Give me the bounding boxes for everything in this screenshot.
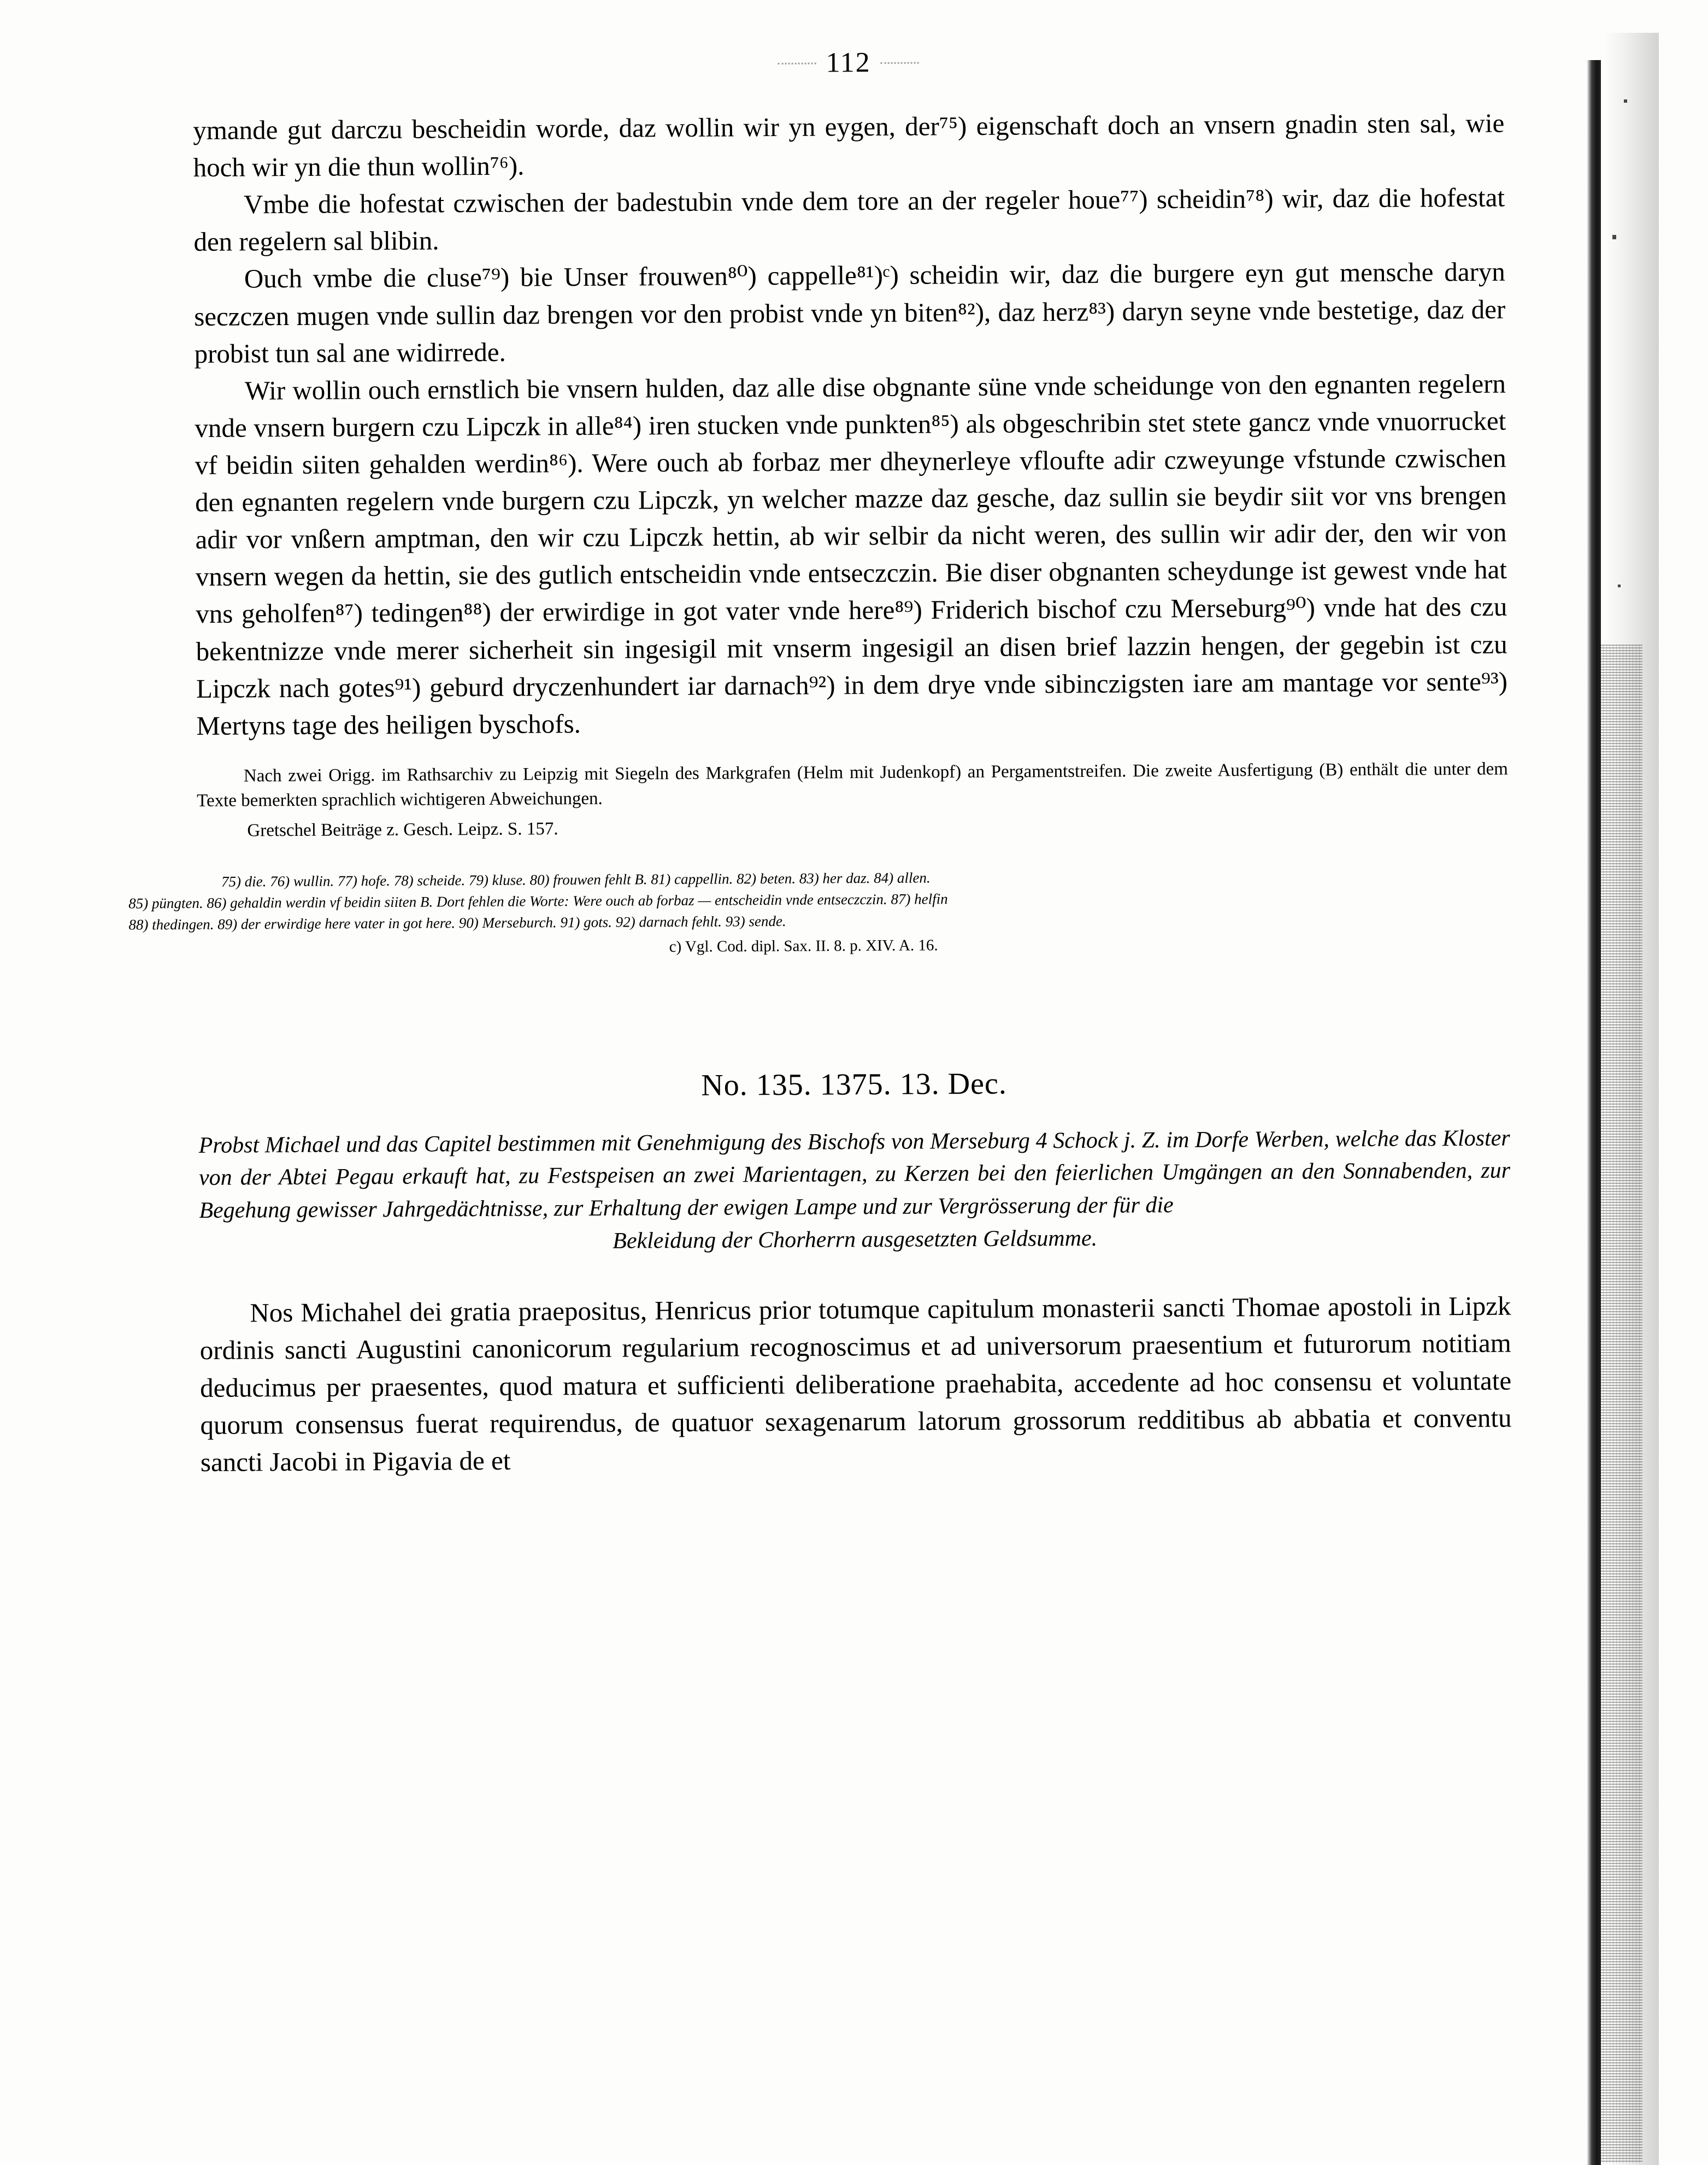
scan-fleck bbox=[1624, 99, 1627, 103]
regest-line: zwei Marientagen, zu Kerzen bei den feierlichen Umgängen an den Sonnabenden, zur Begehung bbox=[199, 1158, 1511, 1224]
charter-paragraph: Wir wollin ouch ernstlich bie vnsern hulden, daz alle dise obgnante süne vnde scheidunge von den egnanten regelern vnde vnsern burgern czu Lipczk in alle⁸⁴) iren stucken vnde punkten⁸⁵) als obgeschribin stet stete gancz vnde vnuorrucket vf beidin siiten gehalden werdin⁸⁶). Were ouch ab forbaz mer dheynerleye vfloufte adir czweyunge vfstunde czwischen den egnanten regelern vnde burgern czu Lipczk, yn welcher mazze daz gesche, daz sullin sie beydir siit vor vns brengen adir vor vnßern amptman, den wir czu Lipczk hettin, ab wir selbir da nicht weren, des sullin wir adir der, den wir von vnsern wegen da hettin, sie des gutlich entscheidin vnde entseczczin. Bie diser obgnanten scheydunge ist gewest vnde hat vns geholfen⁸⁷) tedingen⁸⁸) der erwirdige in got vater vnde here⁸⁹) Friderich bischof czu Merseburg⁹⁰) vnde hat des czu bekentnizze vnde merer sicherheit sin ingesigil mit vnserm ingesigil an disen brief lazzin hengen, der gegebin ist czu Lipczk nach gotes⁹¹) geburd dryczenhundert iar darnach⁹²) in dem drye vnde sibinczigsten iare am mantage vor sente⁹³) Mertyns tage des heiligen byschofs. bbox=[195, 368, 1508, 741]
scan-binding-edge bbox=[1587, 60, 1601, 2165]
footnote-line: 75) die. 76) wullin. 77) hofe. 78) scheide. 79) kluse. 80) frouwen fehlt B. 81) cappellin. 82) beten. 83) her daz. 84) allen. bbox=[221, 869, 930, 890]
footnote-apparatus bbox=[128, 864, 1511, 962]
latin-charter-text: Nos Michahel dei gratia praepositus, Henricus prior totumque capitulum monasterii sancti Thomae apostoli in Lipzk ordinis sancti Augustini canonicorum regularium recognoscimus et ad universorum praesentium et futurorum notitiam deducimus per praesentes, quod matura et sufficienti deliberatione praehabita, accedente ad hoc consensu et voluntate quorum consensus fuerat requirendus, de quatuor sexagenarum latorum grossorum redditibus ab abbatia et conventu sancti Jacobi in Pigavia de et bbox=[199, 1290, 1512, 1477]
charter-regest bbox=[199, 1122, 1511, 1260]
folio-rule-right bbox=[881, 62, 919, 64]
charter-paragraph: Vmbe die hofestat czwischen der badestubin vnde dem tore an der regeler houe⁷⁷) scheidin⁷⁸) wir, daz die hofestat den regelern sal blibin. bbox=[193, 182, 1505, 257]
literature-reference: Gretschel Beiträge z. Gesch. Leipz. S. 157. bbox=[247, 818, 558, 841]
scan-binding-speckle bbox=[1600, 645, 1642, 2163]
archival-source-note: Nach zwei Origg. im Rathsarchiv zu Leipzig mit Siegeln des Markgrafen (Helm mit Judenkopf) an Pergamentstreifen. Die zweite Ausfertigung (B) enthält die unter dem Texte bemerkten sprachlich wichtigeren Abweichungen. bbox=[197, 759, 1508, 811]
folio-rule-left bbox=[778, 63, 816, 64]
scan-fleck bbox=[1612, 235, 1616, 239]
regest-line: gewisser Jahrgedächtnisse, zur Erhaltung der ewigen Lampe und zur Vergrösserung der für die bbox=[296, 1193, 1174, 1223]
regest-line-last: Bekleidung der Chorherrn ausgesetzten Geldsumme. bbox=[612, 1225, 1098, 1254]
scan-fleck bbox=[1618, 585, 1621, 587]
page-number: 112 bbox=[826, 47, 871, 79]
page-content bbox=[128, 0, 1512, 1508]
footnote-line: 85) püngten. 86) gehaldin werdin vf beidin siiten B. Dort fehlen die Worte: Were ouch ab forbaz — entscheidin vnde entseczczin. 87) helfin bbox=[128, 890, 948, 912]
charter-heading: No. 135. 1375. 13. Dec. bbox=[701, 1066, 1008, 1102]
folio-number-line bbox=[193, 43, 1504, 82]
charter-paragraph: Ouch vmbe die cluse⁷⁹) bie Unser frouwen⁸⁰) cappelle⁸¹)ᶜ) scheidin wir, daz die burgere eyn gut mensche daryn seczczen mugen vnde sullin daz brengen vor den probist vnde yn biten⁸²), daz herz⁸³) daryn seyne vnde bestetige, daz der probist tun sal ane widirrede. bbox=[194, 257, 1506, 369]
regest-line: Probst Michael und das Capitel bestimmen mit Genehmigung des Bischofs von Merseburg 4 Schock bbox=[198, 1128, 1118, 1158]
footnote-c-reference: c) Vgl. Cod. dipl. Sax. II. 8. p. XIV. A. 16. bbox=[669, 936, 938, 956]
charter-paragraph: ymande gut darczu bescheidin worde, daz wollin wir yn eygen, der⁷⁵) eigenschaft doch an vnsern gnadin sten sal, wie hoch wir yn die thun wollin⁷⁶). bbox=[193, 108, 1505, 183]
regest-line: j. Z. im Dorfe Werben, welche das Kloster von der Abtei Pegau erkauft hat, zu Festspeisen an bbox=[198, 1125, 1510, 1191]
footnote-line: 88) thedingen. 89) der erwirdige here vater in got here. 90) Merseburch. 91) gots. 92) darnach fehlt. 93) sende. bbox=[128, 913, 786, 933]
